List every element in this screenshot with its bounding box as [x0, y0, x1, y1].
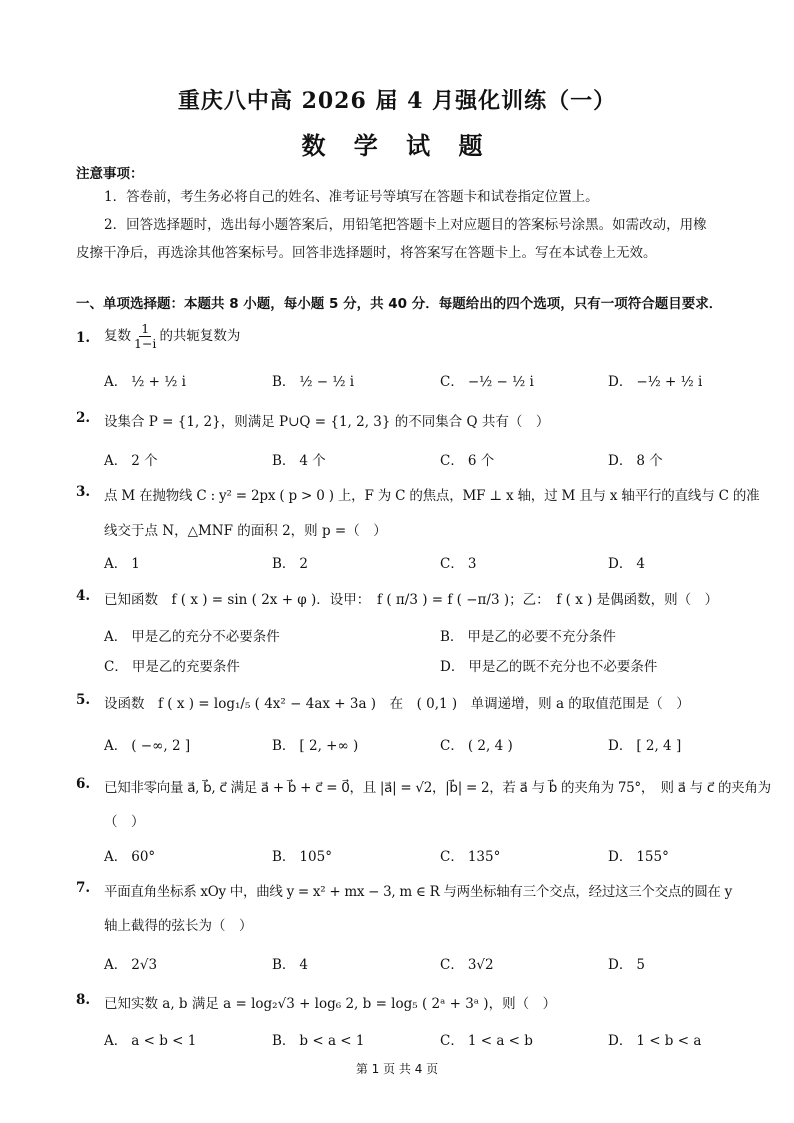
notice-item-2: 2．回答选择题时，选出每小题答案后，用铅笔把答题卡上对应题目的答案标号涂黑。如需改动，用橡皮擦干净后，再选涂其他答案标号。回答非选择题时，将答案写在答题卡上。写在本试卷上无效。: [76, 217, 707, 261]
option-b: [272, 449, 326, 469]
option-label: C．: [440, 374, 464, 390]
option-text: 1: [131, 556, 140, 572]
option-b: [272, 552, 308, 572]
option-c: [440, 1029, 533, 1049]
question-text-line1: 已知非零向量 a⃗, b⃗, c⃗ 满足 a⃗ + b⃗ + c⃗ = 0⃗，且 |a⃗| = √2，|b⃗| = 2，若 a⃗ 与 b⃗ 的夹角为 75°， 则 a⃗ 与 c⃗ 的夹角为: [104, 780, 771, 796]
option-text: a < b < 1: [131, 1033, 197, 1049]
option-a: [104, 625, 280, 645]
question-7: [76, 880, 732, 940]
option-label: D．: [608, 957, 633, 973]
option-c: [440, 953, 494, 973]
option-label: D．: [608, 453, 633, 469]
option-label: C．: [440, 556, 464, 572]
option-label: B．: [272, 453, 296, 469]
option-text: 6 个: [467, 453, 495, 469]
option-d: [608, 1029, 701, 1049]
option-c: [104, 655, 240, 675]
option-label: A．: [104, 1033, 128, 1049]
option-label: C．: [440, 738, 464, 754]
option-label: B．: [272, 374, 296, 390]
option-text: 135°: [467, 849, 501, 865]
question-2: [76, 410, 726, 430]
option-text: 1 < b < a: [636, 1033, 702, 1049]
question-number: 2.: [76, 410, 91, 426]
question-text-a: 复数: [104, 328, 131, 344]
option-label: C．: [440, 849, 464, 865]
option-a: [104, 845, 155, 865]
option-label: B．: [272, 1033, 296, 1049]
option-label: A．: [104, 556, 128, 572]
option-b: [272, 845, 332, 865]
option-text: 4: [636, 556, 645, 572]
option-label: A．: [104, 849, 128, 865]
option-label: B．: [440, 629, 464, 645]
option-label: C．: [440, 957, 464, 973]
option-label: A．: [104, 738, 128, 754]
page-footer: 第 1 页 共 4 页: [355, 1062, 439, 1076]
option-text: 155°: [636, 849, 669, 865]
option-text: ( −∞, 2 ]: [131, 738, 191, 754]
option-label: D．: [608, 374, 633, 390]
option-label: B．: [272, 957, 296, 973]
question-6: [76, 776, 771, 836]
option-text: −½ + ½ i: [636, 374, 703, 390]
question-text: 已知函数 f ( x ) = sin ( 2x + φ )．设甲： f ( π/3 ) = f ( −π/3 )；乙： f ( x ) 是偶函数，则（ ）: [104, 592, 719, 608]
option-c: [440, 552, 476, 572]
option-text: ½ + ½ i: [131, 374, 186, 390]
question-text: 设函数 f ( x ) = log₁/₅ ( 4x² − 4ax + 3a ) 在 ( 0,1 ) 单调递增，则 a 的取值范围是（ ）: [104, 696, 690, 712]
question-text-line2: （ ）: [104, 814, 145, 830]
option-b: [272, 1029, 365, 1049]
notice-item-1: 1．答卷前，考生务必将自己的姓名、准考证号等填写在答题卡和试卷指定位置上。: [104, 189, 599, 205]
section-heading: 一、单项选择题：本题共 8 小题，每小题 5 分，共 40 分．每题给出的四个选项，只有一项符合题目要求．: [76, 296, 723, 312]
option-a: [104, 370, 186, 390]
question-text: 设集合 P = {1, 2}，则满足 P∪Q = {1, 2, 3} 的不同集合 Q 共有（ ）: [104, 414, 550, 430]
option-text: 甲是乙的必要不充分条件: [467, 629, 616, 645]
option-c: [440, 734, 513, 754]
question-text: 已知实数 a, b 满足 a = log₂√3 + log₆ 2, b = log₅ ( 2ᵃ + 3ᵃ )，则（ ）: [104, 996, 557, 1012]
question-text: [104, 322, 716, 351]
option-text: 8 个: [636, 453, 663, 469]
option-b: [272, 734, 358, 754]
option-d: [608, 953, 645, 973]
option-b: [272, 953, 308, 973]
option-c: [440, 449, 494, 469]
option-text: 1 < a < b: [467, 1033, 533, 1049]
question-number: 4.: [76, 588, 91, 604]
option-label: A．: [104, 957, 128, 973]
question-text-b: 的共轭复数为: [159, 328, 241, 344]
fraction-numerator: 1: [141, 321, 150, 336]
option-d: [608, 370, 702, 390]
option-label: C．: [104, 659, 128, 675]
fraction: [132, 322, 158, 351]
option-b: [272, 370, 354, 390]
option-c: [440, 370, 534, 390]
option-label: A．: [104, 453, 128, 469]
option-label: B．: [272, 849, 296, 865]
question-text-line1: 平面直角坐标系 xOy 中，曲线 y = x² + mx − 3, m ∈ R 与两坐标轴有三个交点，经过这三个交点的圆在 y: [104, 884, 732, 900]
question-number: 6.: [76, 776, 91, 792]
option-text: b < a < 1: [299, 1033, 365, 1049]
option-a: [104, 449, 158, 469]
option-text: 2: [299, 556, 309, 572]
option-a: [104, 552, 140, 572]
option-label: D．: [608, 849, 633, 865]
question-text-line1: 点 M 在抛物线 C : y² = 2px ( p > 0 ) 上，F 为 C 的焦点，MF ⊥ x 轴，过 M 且与 x 轴平行的直线与 C 的准: [104, 488, 760, 504]
option-d: [608, 734, 681, 754]
option-a: [104, 953, 157, 973]
option-text: 4: [299, 957, 309, 973]
question-number: 1.: [76, 330, 91, 346]
option-text: 甲是乙的充要条件: [131, 659, 240, 675]
option-b: [440, 625, 616, 645]
question-text-line2: 轴上截得的弦长为（ ）: [104, 918, 253, 934]
option-c: [440, 845, 500, 865]
option-d: [608, 845, 669, 865]
option-text: 60°: [131, 849, 156, 865]
exam-title: 重庆八中高 2026 届 4 月强化训练（一）: [177, 88, 617, 114]
option-text: ( 2, 4 ): [467, 738, 513, 754]
option-label: D．: [608, 556, 633, 572]
option-label: D．: [440, 659, 465, 675]
option-text: [ 2, 4 ]: [636, 738, 682, 754]
option-text: 4 个: [299, 453, 326, 469]
option-text: 甲是乙的既不充分也不必要条件: [468, 659, 658, 675]
notice-heading: 注意事项：: [76, 166, 144, 182]
question-number: 5.: [76, 692, 91, 708]
option-text: −½ − ½ i: [467, 374, 534, 390]
question-3: [76, 484, 760, 544]
option-text: 3√2: [467, 957, 494, 973]
option-text: 2 个: [131, 453, 158, 469]
option-text: 甲是乙的充分不必要条件: [131, 629, 280, 645]
option-d: [608, 449, 663, 469]
option-text: 5: [636, 957, 645, 973]
exam-subtitle: 数 学 试 题: [301, 131, 493, 160]
option-d: [440, 655, 657, 675]
option-label: C．: [440, 1033, 464, 1049]
fraction-denominator: 1−i: [134, 336, 157, 351]
question-number: 3.: [76, 484, 91, 500]
question-number: 8.: [76, 992, 91, 1008]
option-d: [608, 552, 645, 572]
question-text-line2: 线交于点 N，△MNF 的面积 2，则 p =（ ）: [104, 523, 387, 539]
option-label: A．: [104, 374, 128, 390]
option-label: A．: [104, 629, 128, 645]
question-number: 7.: [76, 880, 91, 896]
option-text: 105°: [299, 849, 332, 865]
option-a: [104, 1029, 196, 1049]
option-label: D．: [608, 1033, 633, 1049]
option-a: [104, 734, 190, 754]
option-label: C．: [440, 453, 464, 469]
option-text: ½ − ½ i: [299, 374, 355, 390]
question-8: [76, 992, 726, 1012]
option-label: B．: [272, 556, 296, 572]
option-text: [ 2, +∞ ): [299, 738, 359, 754]
question-5: [76, 692, 726, 712]
option-label: B．: [272, 738, 296, 754]
option-text: 3: [467, 556, 477, 572]
option-text: 2√3: [131, 957, 158, 973]
option-label: D．: [608, 738, 633, 754]
question-4: [76, 588, 726, 608]
